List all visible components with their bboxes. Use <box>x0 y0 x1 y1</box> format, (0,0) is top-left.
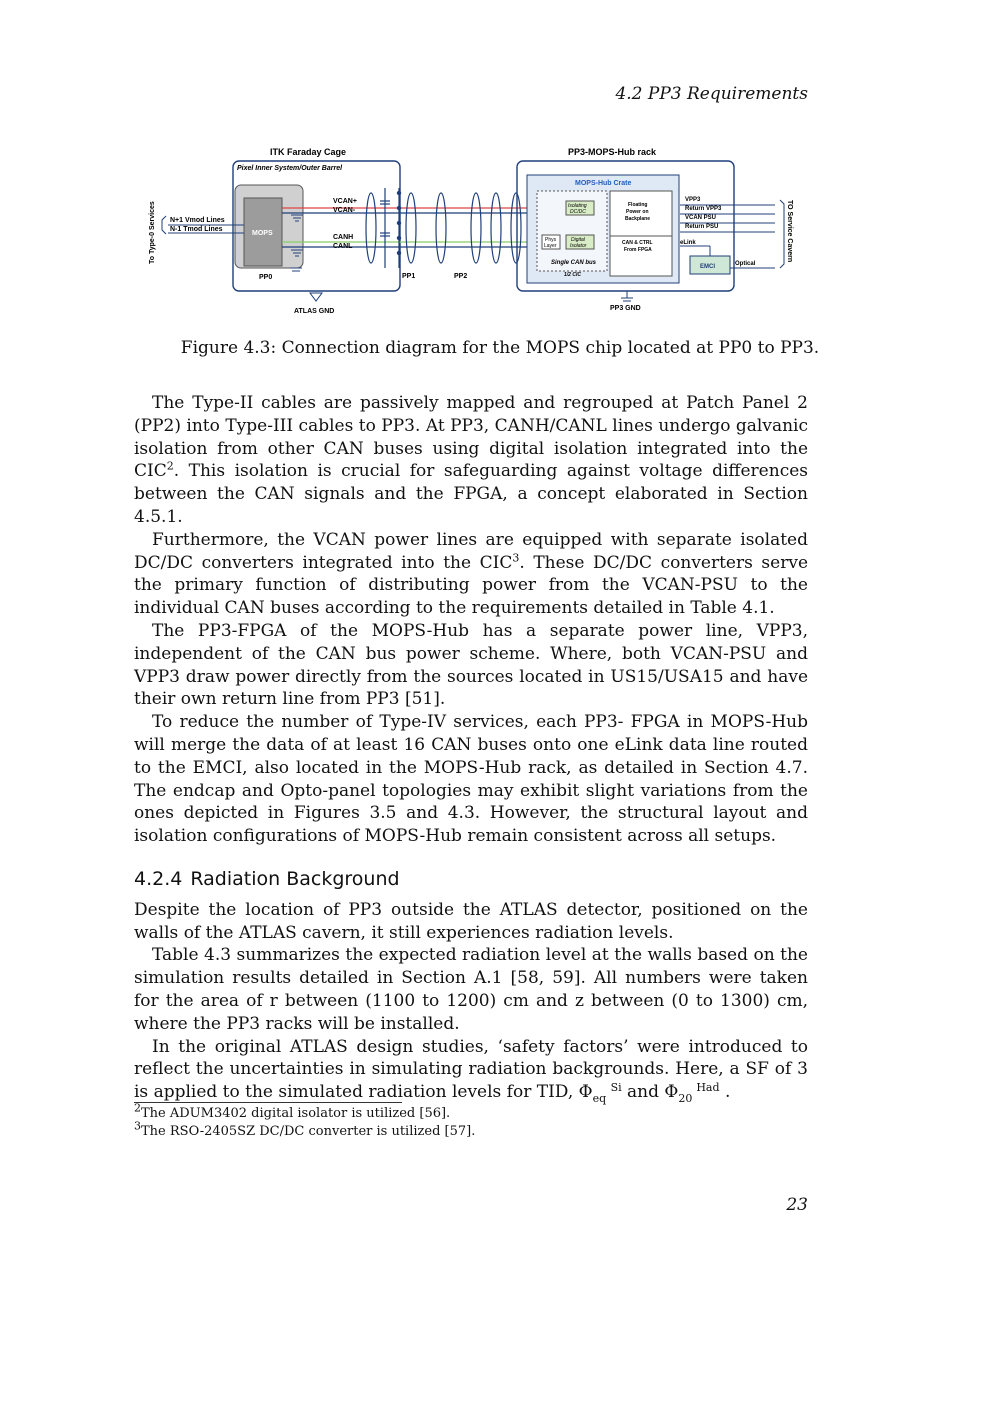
svg-text:VCAN-: VCAN- <box>333 207 356 214</box>
svg-text:Floating: Floating <box>628 202 648 208</box>
vmod-label: N+1 Vmod Lines <box>170 217 225 224</box>
paragraph: Despite the location of PP3 outside the ATLAS detector, positioned on the walls of the ATLAS cavern, it still experiences radiation levels. <box>134 899 808 943</box>
mops-label: MOPS <box>252 230 273 237</box>
section-heading: 4.2.4 Radiation Background <box>134 867 400 890</box>
svg-text:CANH: CANH <box>333 234 354 241</box>
svg-text:PP1: PP1 <box>402 273 416 280</box>
svg-text:Return PSU: Return PSU <box>685 224 719 230</box>
svg-text:EMCI: EMCI <box>700 264 715 270</box>
footnote-ref[interactable]: 3 <box>512 550 520 564</box>
phi-si-eq: Φ Si eq <box>578 1080 622 1105</box>
svg-text:VCAN+: VCAN+ <box>333 198 357 205</box>
paragraph: The PP3-FPGA of the MOPS-Hub has a separate power line, VPP3, independent of the CAN bus power scheme. Where, both VCAN-PSU and VPP3 draw power directly from the sources located in US15/USA15 and have their own return line from PP3 [51]. <box>134 620 808 710</box>
paragraph: To reduce the number of Type-IV services, each PP3- FPGA in MOPS-Hub will merge the data of at least 16 CAN buses onto one eLink data line routed to the EMCI, also located in the MOPS-Hub rack, as detailed in Section 4.7. The endcap and Opto-panel topologies may exhibit slight variations from the ones depicted in Figures 3.5 and 4.3. However, the structural layout and isolation configurations of MOPS-Hub remain consistent across all setups. <box>134 712 808 847</box>
to-service-label: TO Service Cavern <box>786 200 793 263</box>
tmod-label: N-1 Tmod Lines <box>170 226 223 233</box>
footnote-rule <box>134 1102 402 1103</box>
svg-text:Power on: Power on <box>626 209 649 215</box>
pp0-label: PP0 <box>259 274 273 281</box>
pixel-system-label: Pixel Inner System/Outer Barrel <box>237 165 343 172</box>
itk-cage-label: ITK Faraday Cage <box>270 147 347 157</box>
page-number: 23 <box>786 1195 808 1215</box>
svg-text:Layer: Layer <box>544 243 557 249</box>
phi-had-20: Φ Had 20 <box>664 1080 720 1105</box>
connection-diagram <box>140 138 810 318</box>
footnote-2: $^2$The ADUM3402 digital isolator is utilized [56]. <box>134 1101 451 1121</box>
footnote-ref[interactable]: 2 <box>166 459 174 473</box>
svg-text:eLink: eLink <box>680 240 696 246</box>
svg-text:1/2 CIC: 1/2 CIC <box>564 272 581 278</box>
figure-caption: Figure 4.3: Connection diagram for the MOPS chip located at PP0 to PP3. <box>180 338 820 358</box>
svg-text:CANL: CANL <box>333 243 353 250</box>
svg-text:VCAN PSU: VCAN PSU <box>685 215 717 221</box>
svg-text:PP3 GND: PP3 GND <box>610 305 641 312</box>
svg-text:PP2: PP2 <box>454 273 468 280</box>
footnotes <box>134 1102 808 1141</box>
svg-text:Digital: Digital <box>571 237 585 243</box>
svg-text:Return VPP3: Return VPP3 <box>685 206 722 212</box>
footnote-3: $^3$The RSO-2405SZ DC/DC converter is utilized [57]. <box>134 1119 476 1139</box>
svg-text:Optical: Optical <box>735 261 756 267</box>
svg-text:Backplane: Backplane <box>625 216 651 222</box>
svg-text:MOPS-Hub Crate: MOPS-Hub Crate <box>575 180 632 187</box>
svg-text:Isolator: Isolator <box>570 243 587 249</box>
svg-text:From FPGA: From FPGA <box>624 247 652 253</box>
svg-text:Phys: Phys <box>545 237 557 243</box>
main-text <box>134 392 808 1104</box>
rack-label: PP3-MOPS-Hub rack <box>568 147 657 157</box>
to-type0-label: To Type-0 Services <box>149 201 156 264</box>
svg-text:VPP3: VPP3 <box>685 197 701 203</box>
svg-text:CAN & CTRL: CAN & CTRL <box>622 240 653 246</box>
svg-text:ATLAS GND: ATLAS GND <box>294 308 335 315</box>
paragraph: In the original ATLAS design studies, ‘safety factors’ were introduced to reflect the uncertainties in simulating radiation backgrounds. Here, a SF of 3 is applied to the simulated radiation levels for TID, Φ Si eq and Φ Had 20 . <box>134 1036 808 1105</box>
svg-text:Isolating: Isolating <box>568 203 587 209</box>
svg-text:Single CAN bus: Single CAN bus <box>551 260 597 266</box>
paragraph: Table 4.3 summarizes the expected radiation level at the walls based on the simulation results detailed in Section A.1 [58, 59]. All numbers were taken for the area of r between (1100 to 1200) cm and z between (0 to 1300) cm, where the PP3 racks will be installed. <box>134 945 808 1034</box>
paragraph: Furthermore, the VCAN power lines are equipped with separate isolated DC/DC converters integrated into the CIC$^3$. These DC/DC converters serve the primary function of distributing power from the VCAN-PSU to the individual CAN buses according to the requirements detailed in Table 4.1. <box>134 529 808 619</box>
paragraph: The Type-II cables are passively mapped and regrouped at Patch Panel 2 (PP2) into Type-III cables to PP3. At PP3, CANH/CANL lines undergo galvanic isolation from other CAN buses using digital isolation integrated into the CIC$^2$. This isolation is crucial for safeguarding against voltage differences between the CAN signals and the FPGA, a concept elaborated in Section 4.5.1. <box>134 393 808 527</box>
running-header: 4.2 PP3 Requirements <box>615 84 808 104</box>
svg-text:DC/DC: DC/DC <box>570 209 586 215</box>
